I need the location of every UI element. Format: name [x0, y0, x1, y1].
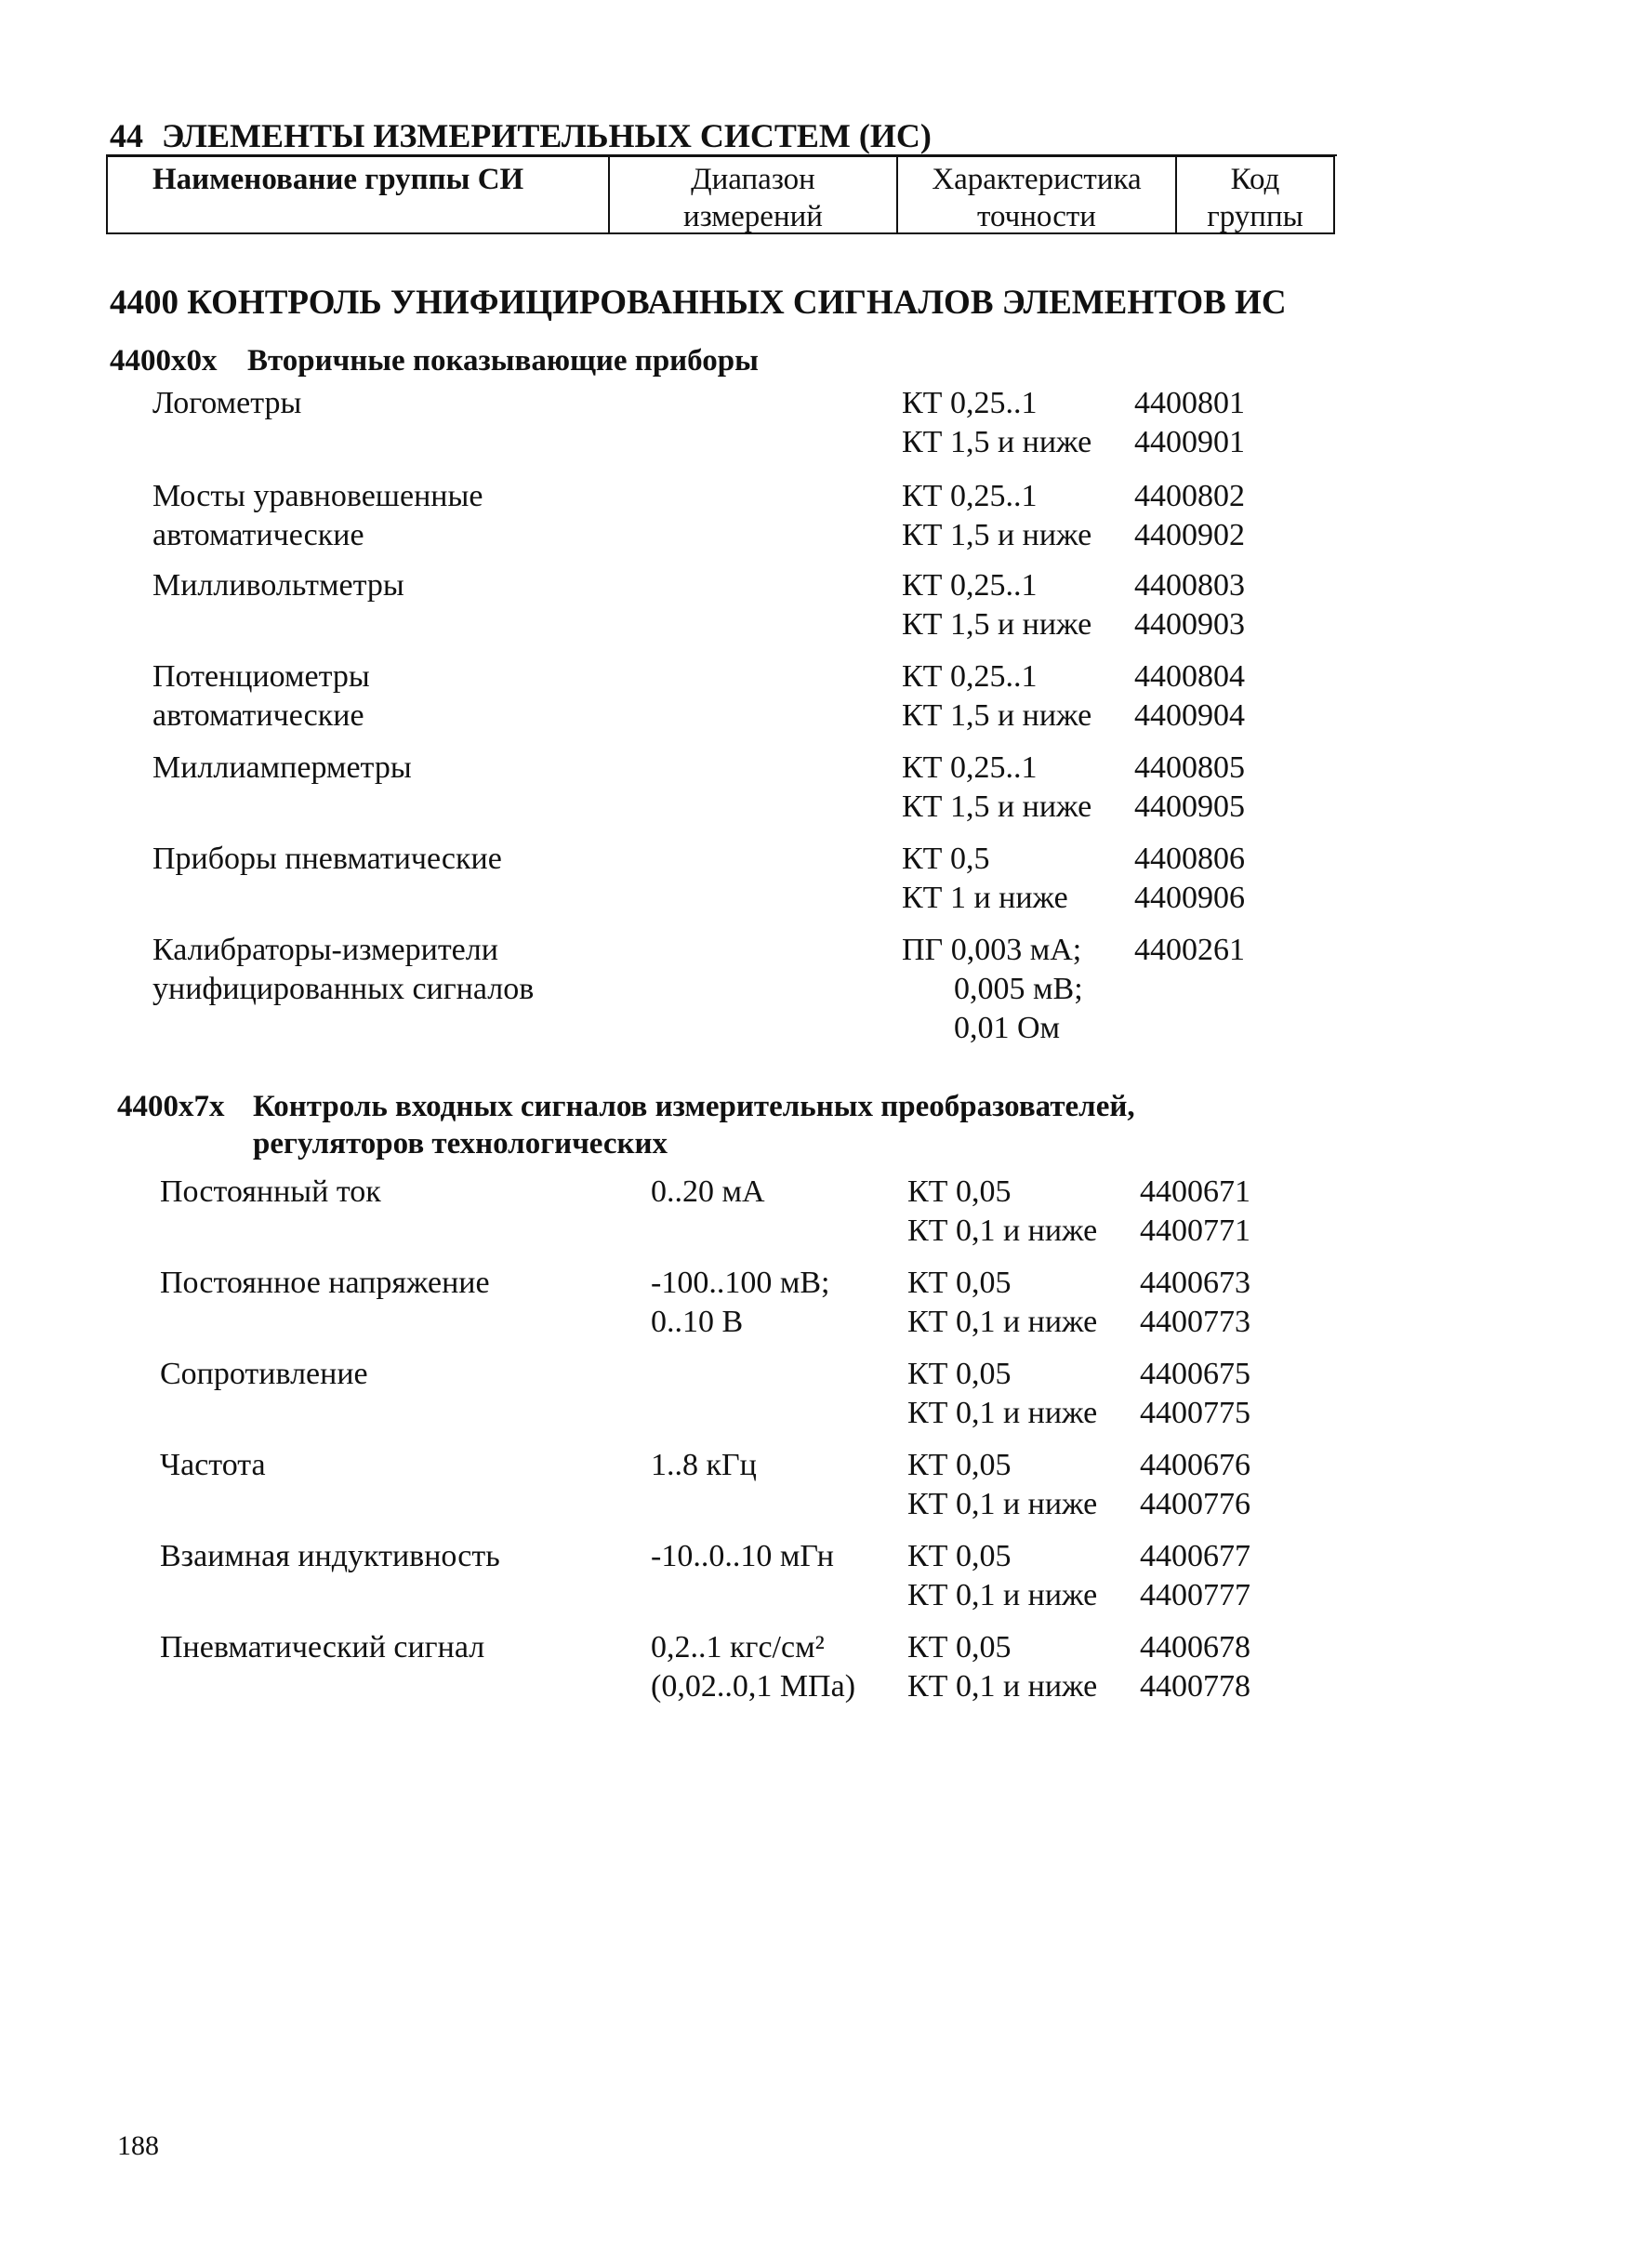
accuracy-class: КТ 0,25..1 — [902, 479, 1038, 513]
accuracy-class: ПГ 0,003 мА; — [902, 933, 1082, 967]
measurement-range: 1..8 кГц — [651, 1448, 757, 1482]
column-header-range — [610, 157, 898, 233]
group-code: 4400261 — [1134, 933, 1245, 967]
column-header-accuracy — [898, 157, 1177, 233]
group-name: Пневматический сигнал — [160, 1630, 485, 1665]
accuracy-class: КТ 0,1 и ниже — [907, 1578, 1098, 1612]
accuracy-class: КТ 0,25..1 — [902, 386, 1038, 420]
group-code: 4400675 — [1140, 1357, 1250, 1391]
accuracy-class: КТ 0,25..1 — [902, 659, 1038, 694]
accuracy-class: 0,005 мВ; — [954, 972, 1083, 1006]
measurement-range: -100..100 мВ; — [651, 1266, 830, 1300]
measurement-range: 0,2..1 кгс/см² — [651, 1630, 825, 1665]
group-name: автоматические — [152, 518, 364, 552]
page-number: 188 — [117, 2130, 159, 2161]
group-code: 4400904 — [1134, 698, 1245, 733]
accuracy-class: КТ 0,05 — [907, 1630, 1012, 1665]
accuracy-class: КТ 0,05 — [907, 1539, 1012, 1573]
measurement-range: -10..0..10 мГн — [651, 1539, 834, 1573]
group-code: 4400803 — [1134, 568, 1245, 603]
group-name: Логометры — [152, 386, 302, 420]
group-code: 4400777 — [1140, 1578, 1250, 1612]
subsection-title-line: Контроль входных сигналов измерительных преобразователей, — [253, 1090, 1135, 1123]
column-header-name-line: Наименование группы СИ — [152, 163, 524, 196]
group-code: 4400673 — [1140, 1266, 1250, 1300]
subsection-title — [110, 342, 759, 379]
group-code: 4400776 — [1140, 1487, 1250, 1521]
group-code: 4400677 — [1140, 1539, 1250, 1573]
section-title: 4400 КОНТРОЛЬ УНИФИЦИРОВАННЫХ СИГНАЛОВ ЭЛЕМЕНТОВ ИС — [110, 284, 1287, 322]
accuracy-class: КТ 1,5 и ниже — [902, 607, 1092, 642]
subsection-code: 4400x7x — [117, 1090, 225, 1123]
column-header-range-line: Диапазон — [691, 163, 815, 196]
group-code: 4400905 — [1134, 789, 1245, 824]
group-code: 4400901 — [1134, 425, 1245, 459]
subsection-title-line: Вторичные показывающие приборы — [247, 344, 759, 378]
group-name: Частота — [160, 1448, 266, 1482]
column-header-code-line: группы — [1207, 200, 1303, 233]
accuracy-class: КТ 0,1 и ниже — [907, 1487, 1098, 1521]
column-header-table — [106, 154, 1335, 234]
group-name: Сопротивление — [160, 1357, 368, 1391]
accuracy-class: КТ 0,05 — [907, 1266, 1012, 1300]
accuracy-class: КТ 0,1 и ниже — [907, 1396, 1098, 1430]
group-name: унифицированных сигналов — [152, 972, 535, 1006]
group-name: Взаимная индуктивность — [160, 1539, 500, 1573]
group-code: 4400775 — [1140, 1396, 1250, 1430]
accuracy-class: 0,01 Ом — [954, 1011, 1061, 1045]
group-code: 4400801 — [1134, 386, 1245, 420]
accuracy-class: КТ 1,5 и ниже — [902, 425, 1092, 459]
accuracy-class: КТ 0,05 — [907, 1174, 1012, 1209]
accuracy-class: КТ 1,5 и ниже — [902, 789, 1092, 824]
column-header-accuracy-line: Характеристика — [932, 163, 1142, 196]
group-code: 4400778 — [1140, 1669, 1250, 1704]
group-code: 4400906 — [1134, 881, 1245, 915]
accuracy-class: КТ 0,05 — [907, 1448, 1012, 1482]
column-header-code — [1177, 157, 1333, 233]
accuracy-class: КТ 0,05 — [907, 1357, 1012, 1391]
accuracy-class: КТ 0,25..1 — [902, 568, 1038, 603]
accuracy-class: КТ 0,5 — [902, 842, 990, 876]
group-code: 4400804 — [1134, 659, 1245, 694]
accuracy-class: КТ 0,1 и ниже — [907, 1214, 1098, 1248]
group-name: Постоянное напряжение — [160, 1266, 490, 1300]
measurement-range: 0..10 В — [651, 1305, 744, 1339]
group-code: 4400771 — [1140, 1214, 1250, 1248]
accuracy-class: КТ 1 и ниже — [902, 881, 1068, 915]
group-code: 4400671 — [1140, 1174, 1250, 1209]
chapter-heading — [110, 117, 1337, 156]
group-code: 4400805 — [1134, 750, 1245, 785]
column-header-range-line: измерений — [683, 200, 823, 233]
group-name: Мосты уравновешенные — [152, 479, 483, 513]
accuracy-class: КТ 0,1 и ниже — [907, 1669, 1098, 1704]
group-name: Калибраторы-измерители — [152, 933, 498, 967]
group-name: Приборы пневматические — [152, 842, 502, 876]
group-code: 4400806 — [1134, 842, 1245, 876]
measurement-range: (0,02..0,1 МПа) — [651, 1669, 856, 1704]
subsection-title — [117, 1088, 1135, 1125]
group-name: Постоянный ток — [160, 1174, 381, 1209]
accuracy-class: КТ 0,25..1 — [902, 750, 1038, 785]
group-code: 4400903 — [1134, 607, 1245, 642]
group-code: 4400773 — [1140, 1305, 1250, 1339]
subsection-title-line: регуляторов технологических — [253, 1127, 668, 1161]
subsection-code: 4400x0x — [110, 344, 218, 378]
group-name: Милливольтметры — [152, 568, 404, 603]
column-header-name — [108, 157, 610, 233]
column-header-code-line: Код — [1230, 163, 1280, 196]
group-name: автоматические — [152, 698, 364, 733]
chapter-title: ЭЛЕМЕНТЫ ИЗМЕРИТЕЛЬНЫХ СИСТЕМ (ИС) — [162, 117, 932, 154]
group-name: Миллиамперметры — [152, 750, 412, 785]
group-code: 4400676 — [1140, 1448, 1250, 1482]
column-header-accuracy-line: точности — [977, 200, 1096, 233]
accuracy-class: КТ 1,5 и ниже — [902, 518, 1092, 552]
group-code: 4400802 — [1134, 479, 1245, 513]
accuracy-class: КТ 0,1 и ниже — [907, 1305, 1098, 1339]
group-code: 4400902 — [1134, 518, 1245, 552]
group-name: Потенциометры — [152, 659, 370, 694]
chapter-number: 44 — [110, 117, 143, 154]
group-code: 4400678 — [1140, 1630, 1250, 1665]
measurement-range: 0..20 мА — [651, 1174, 765, 1209]
accuracy-class: КТ 1,5 и ниже — [902, 698, 1092, 733]
